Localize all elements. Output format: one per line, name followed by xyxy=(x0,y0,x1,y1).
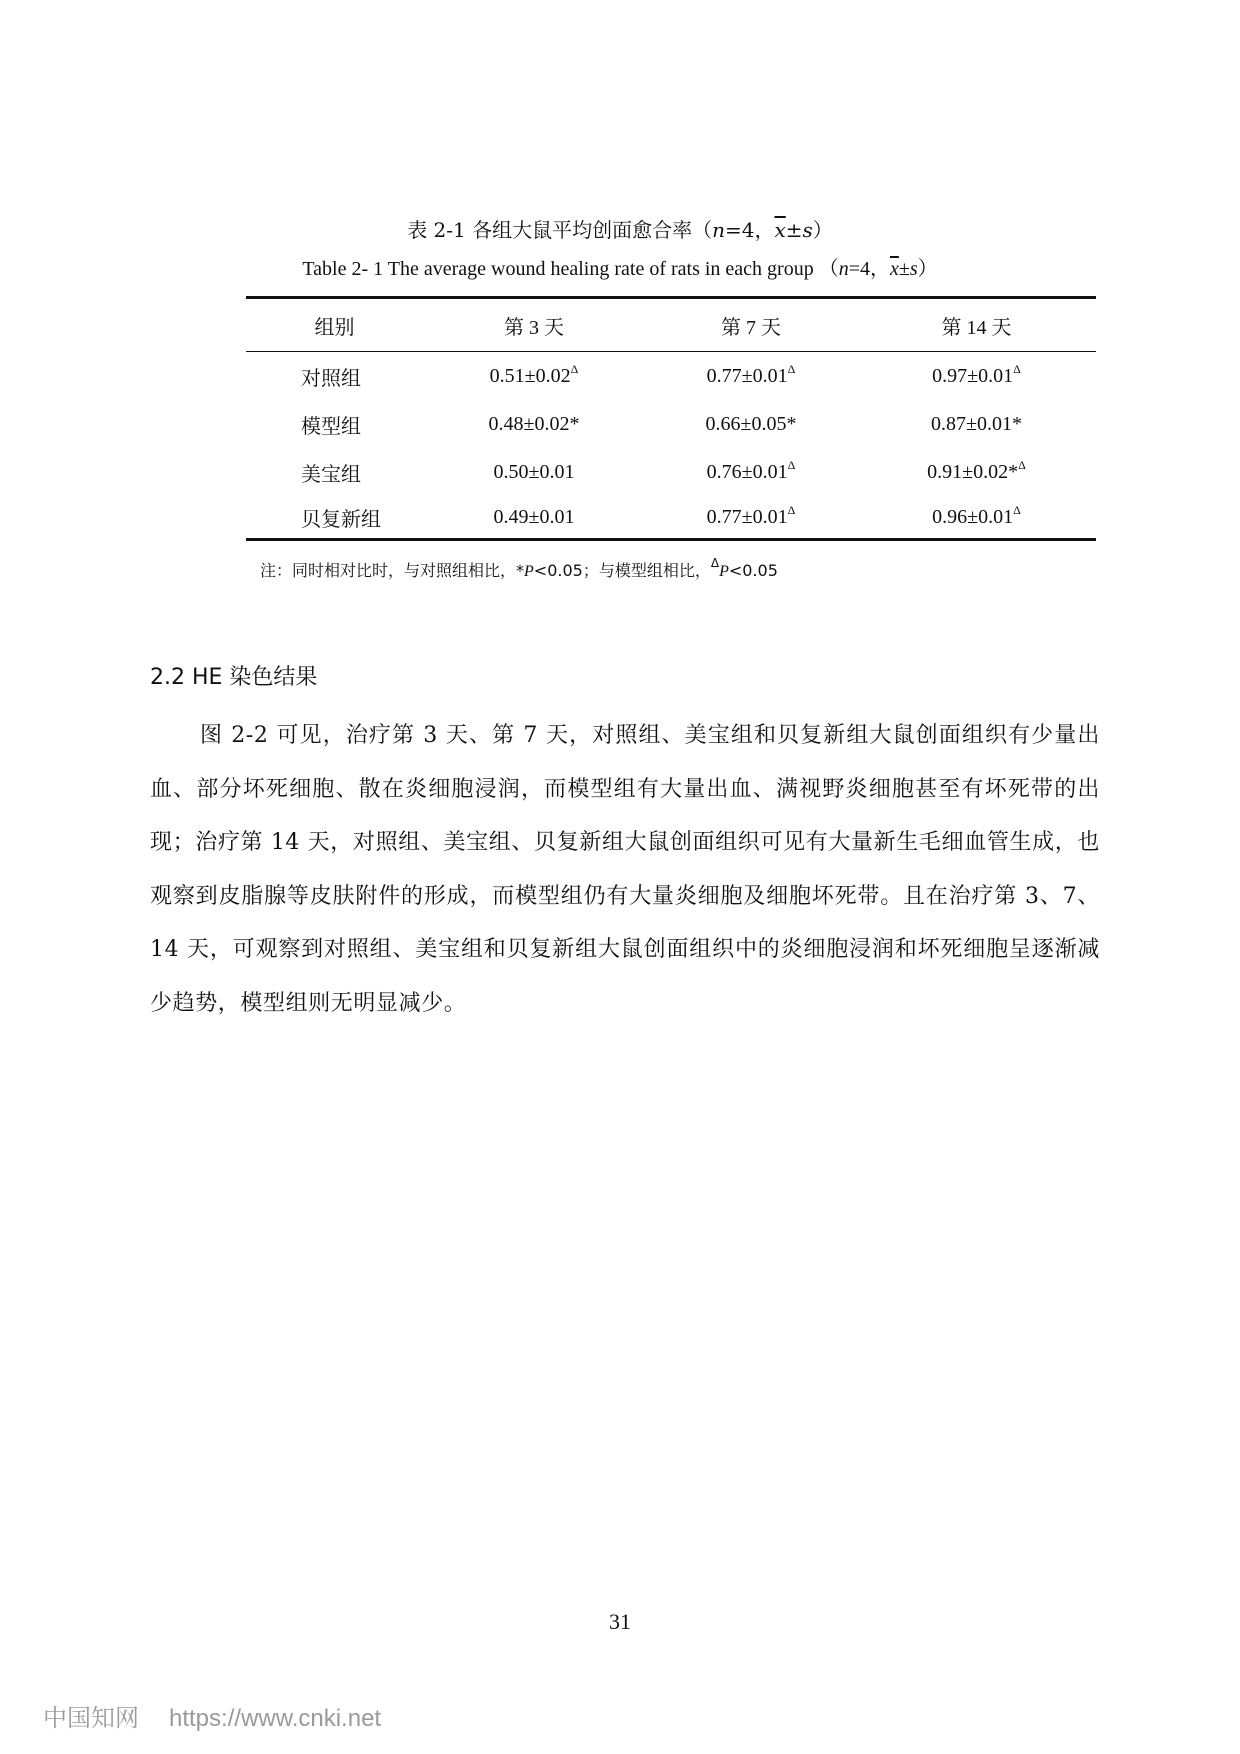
cell-group: 贝复新组 xyxy=(246,496,423,540)
caption-en-xbar: $\overline{x}$ xyxy=(889,258,899,280)
table-row xyxy=(246,496,1096,540)
cell-day3: $0.51\pm 0.02^\Delta$ xyxy=(489,361,579,387)
healing-rate-table xyxy=(246,296,1096,541)
footer-watermark xyxy=(43,1698,381,1733)
section-title: 2.2 HE 染色结果 xyxy=(150,665,318,690)
note-end: <0.05 xyxy=(728,561,778,580)
note-prefix: 注：同时相对比时，与对照组相比，* xyxy=(260,561,525,580)
cell-day7: $0.77\pm 0.01^\Delta$ xyxy=(645,496,857,540)
body-paragraph: 图 2-2 可见，治疗第 3 天、第 7 天，对照组、美宝组和贝复新组大鼠创面组织有少量出血、部分坏死细胞、散在炎细胞浸润，而模型组有大量出血、满视野炎细胞甚至有坏死带的出现；治疗第 14 天，对照组、美宝组、贝复新组大鼠创面组织可见有大量新生毛细血管生成，也观察到皮脂腺等皮肤附件的形成，而模型组仍有大量炎细胞及细胞坏死带。且在治疗第 3、7、14 天，可观察到对照组、美宝组和贝复新组大鼠创面组织中的炎细胞浸润和坏死细胞呈逐渐减少趋势，模型组则无明显减少。 xyxy=(150,723,1100,1016)
caption-cn-s: s xyxy=(802,218,813,242)
cell-group: 美宝组 xyxy=(301,461,361,486)
table-row xyxy=(246,448,1096,496)
cell-day3: 0.50±0.01 xyxy=(493,460,575,483)
caption-cn-suffix: ） xyxy=(812,218,833,242)
table-caption-cn xyxy=(150,216,1090,244)
header-day14: 第 14 天 xyxy=(857,298,1096,352)
cell-day7: 0.66±0.05* xyxy=(705,412,797,435)
caption-en-n: n xyxy=(838,258,849,280)
cell-day14: 0.91±0.02*$^\Delta$ xyxy=(927,457,1026,483)
caption-cn-n: n xyxy=(712,218,725,242)
cell-day14: $0.97\pm 0.01^\Delta$ xyxy=(932,361,1021,387)
caption-cn-pm: ± xyxy=(785,218,803,242)
header-group: 组别 xyxy=(246,298,423,352)
caption-en-suffix: ） xyxy=(917,258,938,280)
caption-en-eq: =4， xyxy=(848,258,890,280)
caption-en-s: s xyxy=(909,258,918,280)
cell-group: 对照组 xyxy=(301,365,361,390)
table-row xyxy=(246,400,1096,448)
cell-day14: 0.87±0.01* xyxy=(931,412,1022,435)
data-table xyxy=(246,296,1096,541)
header-day3: 第 3 天 xyxy=(423,298,645,352)
footer-url[interactable]: https://www.cnki.net xyxy=(169,1705,382,1732)
note-delta: Δ xyxy=(710,556,720,570)
caption-en-prefix: Table 2- 1 The average wound healing rate of rats in each group （ xyxy=(302,258,839,280)
footer-brand: 中国知网 xyxy=(43,1704,139,1732)
header-day7: 第 7 天 xyxy=(645,298,857,352)
cell-day14: $0.96\pm 0.01^\Delta$ xyxy=(857,496,1096,540)
table-caption-en xyxy=(150,255,1090,283)
cell-group: 模型组 xyxy=(301,413,361,438)
note-p2: P xyxy=(719,563,729,580)
page-number: 31 xyxy=(609,1609,631,1634)
cell-day3: 0.49±0.01 xyxy=(423,496,645,540)
caption-cn-prefix: 表 2-1 各组大鼠平均创面愈合率（ xyxy=(407,218,713,242)
cell-day7: $0.76\pm 0.01^\Delta$ xyxy=(706,457,796,483)
caption-en-pm: ± xyxy=(898,258,910,280)
table-note xyxy=(260,556,778,584)
cell-day3: 0.48±0.02* xyxy=(488,412,580,435)
cell-day7: $0.77\pm 0.01^\Delta$ xyxy=(706,361,796,387)
caption-cn-xbar: $\overline{x}$ xyxy=(774,218,786,242)
note-p1: P xyxy=(524,563,534,580)
note-mid: <0.05；与模型组相比， xyxy=(533,561,711,580)
table-row xyxy=(246,352,1096,401)
caption-cn-eq: =4， xyxy=(725,218,775,242)
table-header-row xyxy=(246,298,1096,352)
